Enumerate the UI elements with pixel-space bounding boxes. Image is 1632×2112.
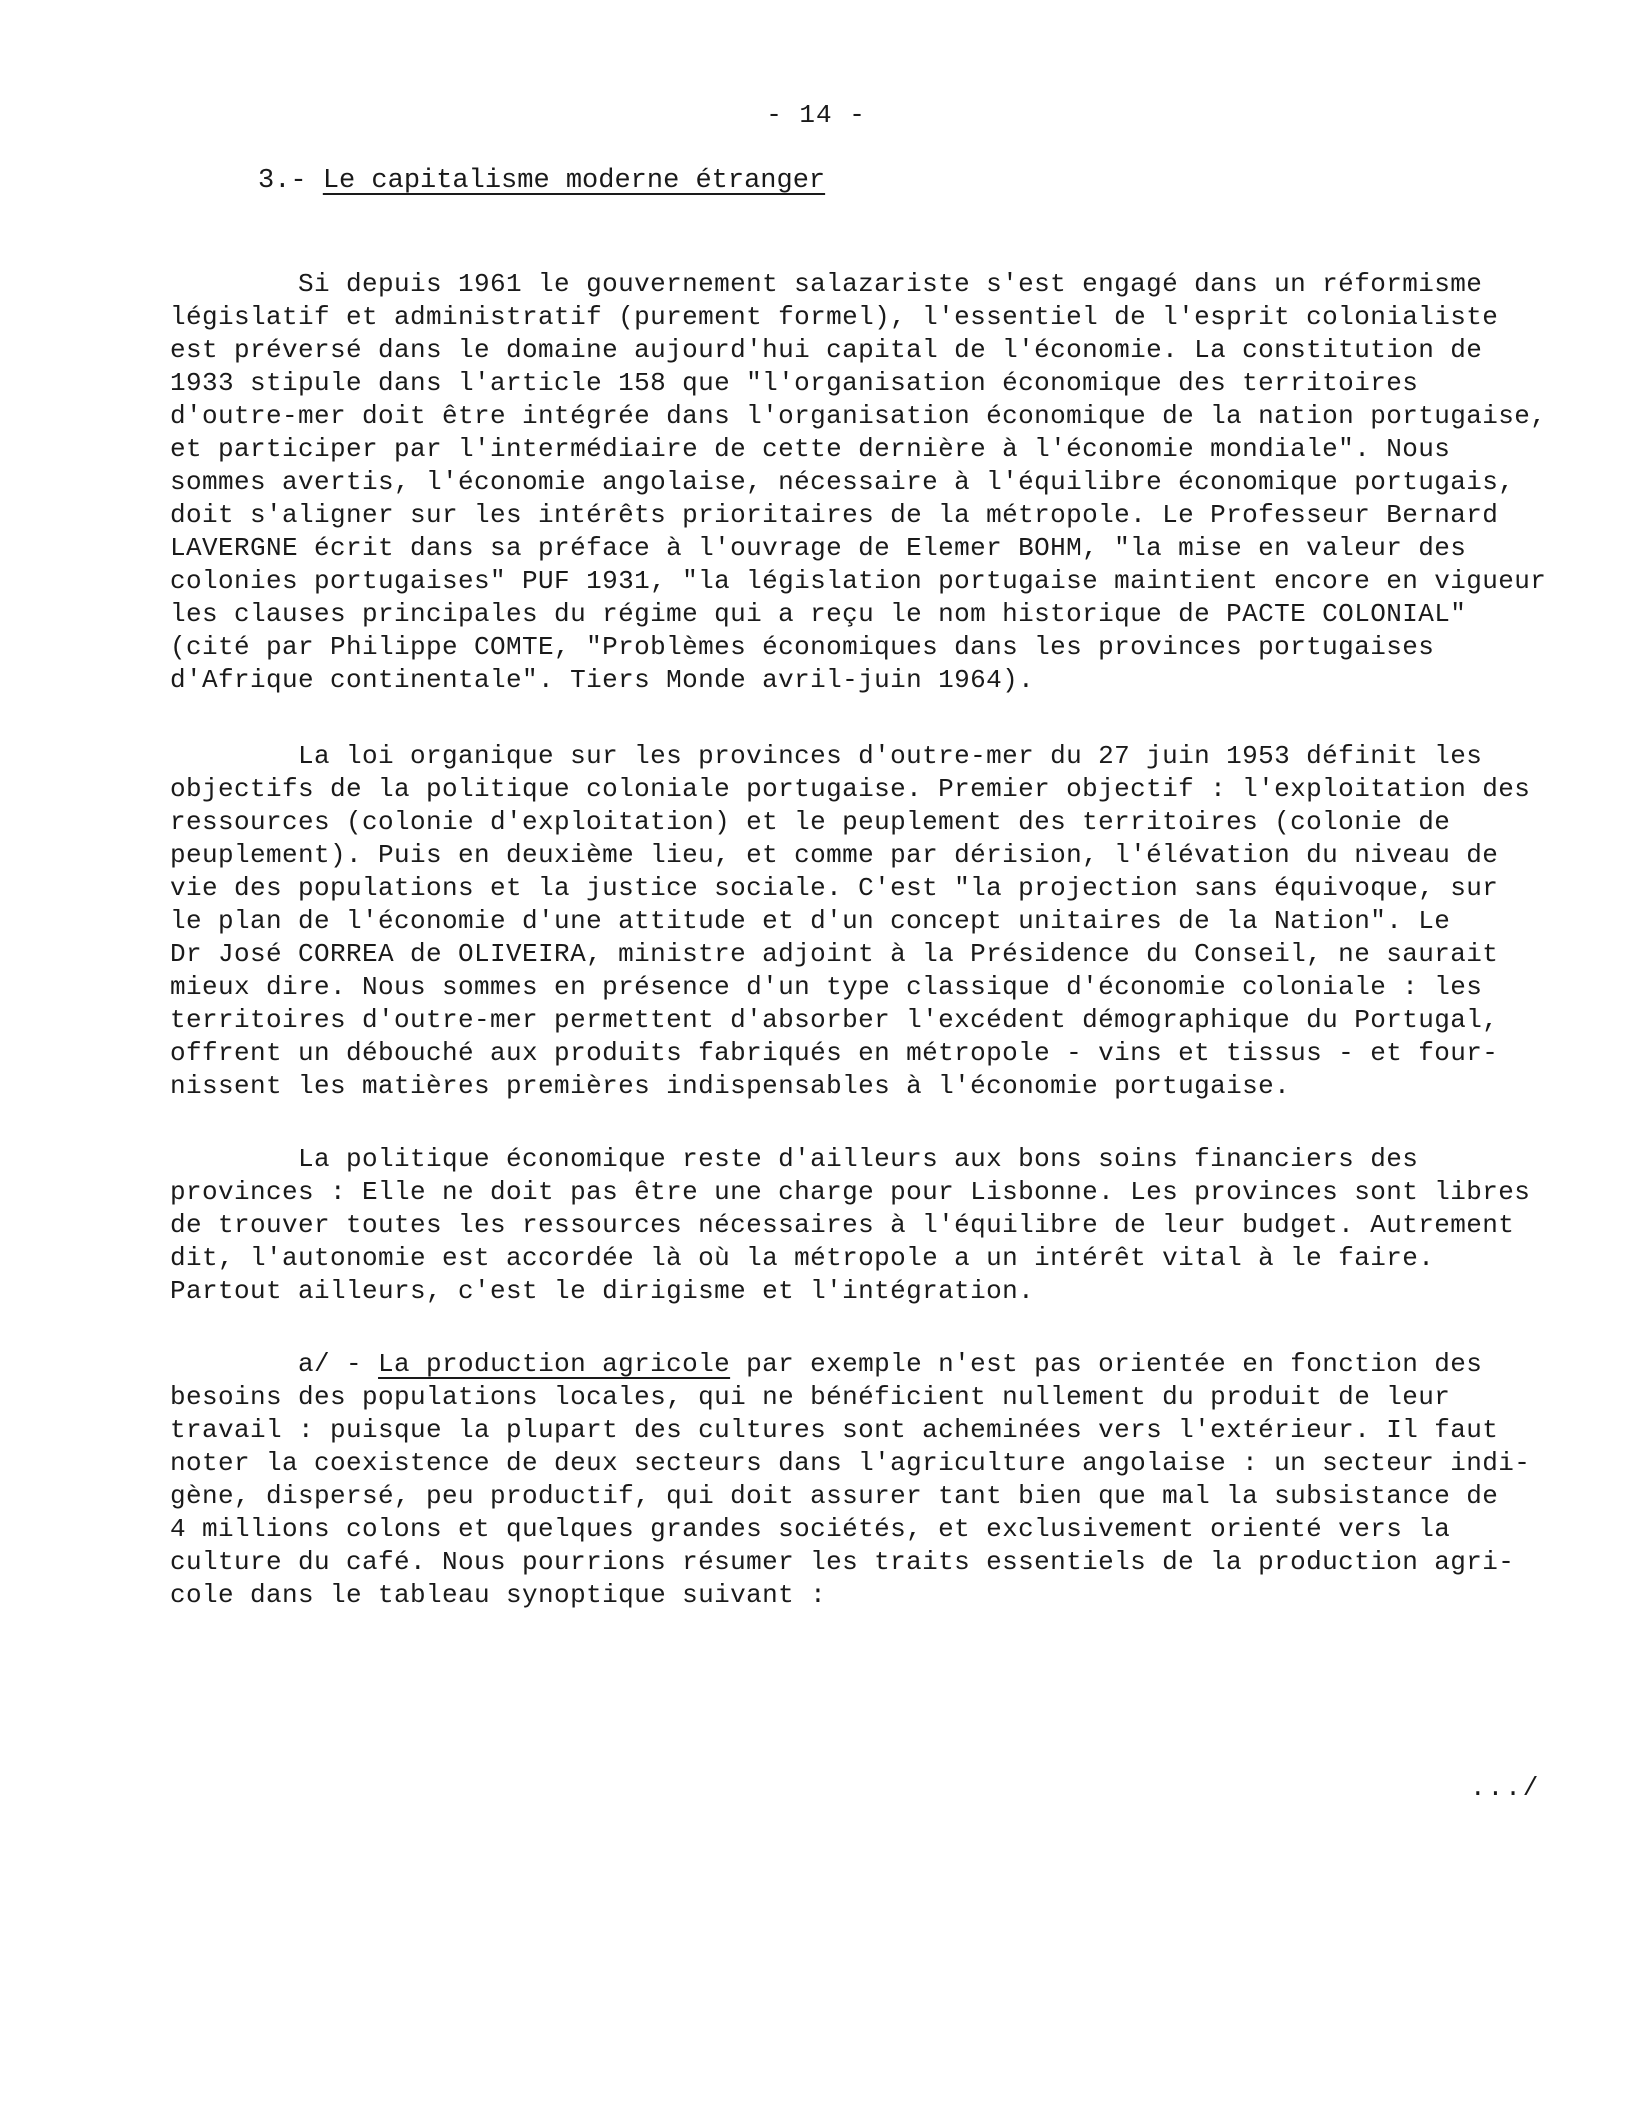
text-line: La politique économique reste d'ailleurs aux bons soins financiers des [170, 1144, 1419, 1174]
text-line: provinces : Elle ne doit pas être une charge pour Lisbonne. Les provinces sont libres [170, 1177, 1531, 1207]
text-line: La loi organique sur les provinces d'outre-mer du 27 juin 1953 définit les [170, 741, 1483, 771]
text-line: LAVERGNE écrit dans sa préface à l'ouvrage de Elemer BOHM, "la mise en valeur des [170, 533, 1467, 563]
section-number: 3.- [258, 166, 307, 196]
text-line: nissent les matières premières indispensables à l'économie portugaise. [170, 1071, 1291, 1101]
paragraph-1 [170, 268, 1610, 697]
text-line: et participer par l'intermédiaire de cette dernière à l'économie mondiale". Nous [170, 434, 1451, 464]
continuation-mark: .../ [1470, 1773, 1541, 1803]
section-title: Le capitalisme moderne étranger [322, 166, 826, 196]
section-heading [258, 166, 825, 196]
text-line: ressources (colonie d'exploitation) et le peuplement des territoires (colonie de [170, 807, 1451, 837]
text-line: (cité par Philippe COMTE, "Problèmes économiques dans les provinces portugaises [170, 632, 1435, 662]
text-line: d'Afrique continentale". Tiers Monde avril-juin 1964). [170, 665, 1035, 695]
paragraph-4 [170, 1348, 1610, 1612]
text-line: peuplement). Puis en deuxième lieu, et comme par dérision, l'élévation du niveau de [170, 840, 1499, 870]
paragraph-2 [170, 740, 1610, 1103]
text-line: offrent un débouché aux produits fabriqués en métropole - vins et tissus - et four- [170, 1038, 1499, 1068]
text-line: territoires d'outre-mer permettent d'absorber l'excédent démographique du Portugal, [170, 1005, 1499, 1035]
text-line: doit s'aligner sur les intérêts prioritaires de la métropole. Le Professeur Bernard [170, 500, 1499, 530]
subsection-lead: a/ - [170, 1349, 379, 1379]
subsection-title: La production agricole [378, 1349, 731, 1379]
text-line: d'outre-mer doit être intégrée dans l'organisation économique de la nation portugaise, [170, 401, 1547, 431]
text-line: Si depuis 1961 le gouvernement salazariste s'est engagé dans un réformisme [170, 269, 1483, 299]
text-line: de trouver toutes les ressources nécessaires à l'équilibre de leur budget. Autrement [170, 1210, 1515, 1240]
text-line: colonies portugaises" PUF 1931, "la législation portugaise maintient encore en vigueur [170, 566, 1547, 596]
text-line: le plan de l'économie d'une attitude et d'un concept unitaires de la Nation". Le [170, 906, 1451, 936]
text-line: sommes avertis, l'économie angolaise, nécessaire à l'équilibre économique portugais, [170, 467, 1515, 497]
text-line: objectifs de la politique coloniale portugaise. Premier objectif : l'exploitation des [170, 774, 1531, 804]
page-number: - 14 - [766, 100, 866, 130]
text-line: Dr José CORREA de OLIVEIRA, ministre adjoint à la Présidence du Conseil, ne saurait [170, 939, 1499, 969]
text-line: culture du café. Nous pourrions résumer les traits essentiels de la production agri- [170, 1547, 1515, 1577]
text-line: est préversé dans le domaine aujourd'hui capital de l'économie. La constitution de [170, 335, 1483, 365]
text-line: 4 millions colons et quelques grandes sociétés, et exclusivement orienté vers la [170, 1514, 1451, 1544]
text-line [170, 1348, 1610, 1381]
text-line: cole dans le tableau synoptique suivant : [170, 1580, 827, 1610]
text-line: Partout ailleurs, c'est le dirigisme et l'intégration. [170, 1276, 1035, 1306]
text-line: besoins des populations locales, qui ne bénéficient nullement du produit de leur [170, 1382, 1451, 1412]
text-line: législatif et administratif (purement formel), l'essentiel de l'esprit colonialiste [170, 302, 1499, 332]
text-line: les clauses principales du régime qui a reçu le nom historique de PACTE COLONIAL" [170, 599, 1467, 629]
text-line: dit, l'autonomie est accordée là où la métropole a un intérêt vital à le faire. [170, 1243, 1435, 1273]
text-line: travail : puisque la plupart des cultures sont acheminées vers l'extérieur. Il faut [170, 1415, 1499, 1445]
subsection-line-rest: par exemple n'est pas orientée en fonction des [730, 1349, 1483, 1379]
paragraph-3 [170, 1143, 1610, 1308]
text-line: gène, dispersé, peu productif, qui doit assurer tant bien que mal la subsistance de [170, 1481, 1499, 1511]
text-line: vie des populations et la justice sociale. C'est "la projection sans équivoque, sur [170, 873, 1499, 903]
text-line: noter la coexistence de deux secteurs dans l'agriculture angolaise : un secteur indi- [170, 1448, 1531, 1478]
text-line: mieux dire. Nous sommes en présence d'un type classique d'économie coloniale : les [170, 972, 1483, 1002]
text-line: 1933 stipule dans l'article 158 que "l'organisation économique des territoires [170, 368, 1419, 398]
